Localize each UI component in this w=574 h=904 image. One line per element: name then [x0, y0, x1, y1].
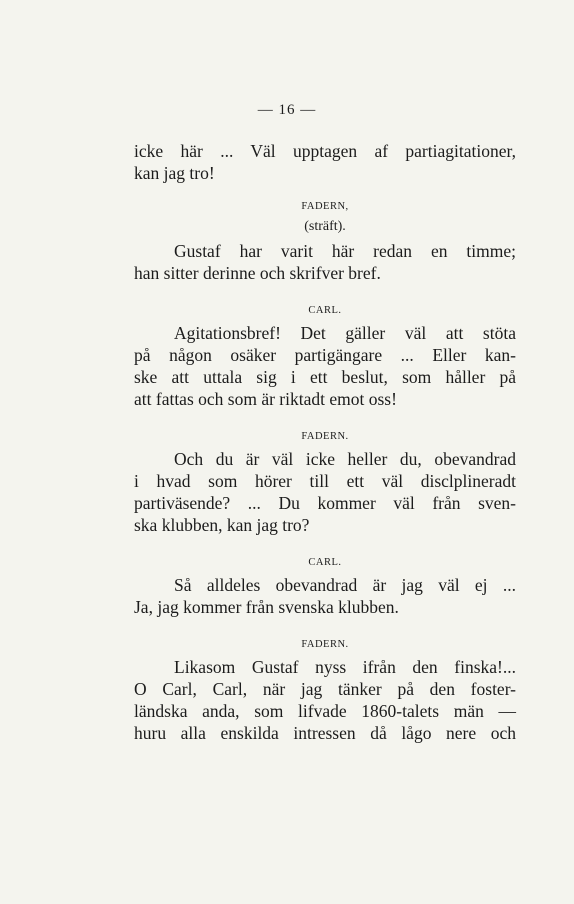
- text-line: Så alldeles obevandrad är jag väl ej ...: [174, 575, 516, 595]
- text-line: Gustaf har varit här redan en timme;: [174, 241, 516, 261]
- text-line: Likasom Gustaf nyss ifrån den finska!...: [174, 657, 516, 677]
- text-line: han sitter derinne och skrifver bref.: [134, 263, 381, 283]
- speaker-name: FADERN.: [301, 639, 349, 650]
- speaker-name: CARL.: [308, 557, 342, 568]
- paragraph: [134, 574, 516, 618]
- text-line: Och du är väl icke heller du, obevandrad: [174, 449, 516, 469]
- page-text: [134, 140, 516, 744]
- text-line: på någon osäker partigängare ... Eller kan-: [134, 345, 516, 365]
- page-number: — 16 —: [257, 102, 317, 118]
- text-line: kan jag tro!: [134, 163, 215, 183]
- text-line: ländska anda, som lifvade 1860-talets män —: [134, 701, 516, 721]
- speaker-name: FADERN,: [301, 201, 349, 212]
- paragraph: [134, 448, 516, 536]
- text-line: i hvad som hörer till ett väl disclplineradt: [134, 471, 516, 491]
- stage-direction: (sträft).: [304, 219, 346, 234]
- text-line: att fattas och som är riktadt emot oss!: [134, 389, 397, 409]
- text-line: ske att uttala sig i ett beslut, som håller på: [134, 367, 516, 387]
- text-line: partiväsende? ... Du kommer väl från sven-: [134, 493, 516, 513]
- text-line: icke här ... Väl upptagen af partiagitationer,: [134, 141, 516, 161]
- text-line: huru alla enskilda intressen då lågo nere och: [134, 723, 516, 743]
- text-line: Ja, jag kommer från svenska klubben.: [134, 597, 399, 617]
- text-line: ska klubben, kan jag tro?: [134, 515, 310, 535]
- text-line: Agitationsbref! Det gäller väl att stöta: [174, 323, 516, 343]
- paragraph: [134, 656, 516, 744]
- paragraph: [134, 140, 516, 184]
- paragraph: [134, 322, 516, 410]
- speaker-name: FADERN.: [301, 431, 349, 442]
- speaker-name: CARL.: [308, 305, 342, 316]
- text-line: O Carl, Carl, när jag tänker på den foster-: [134, 679, 516, 699]
- paragraph: [134, 240, 516, 284]
